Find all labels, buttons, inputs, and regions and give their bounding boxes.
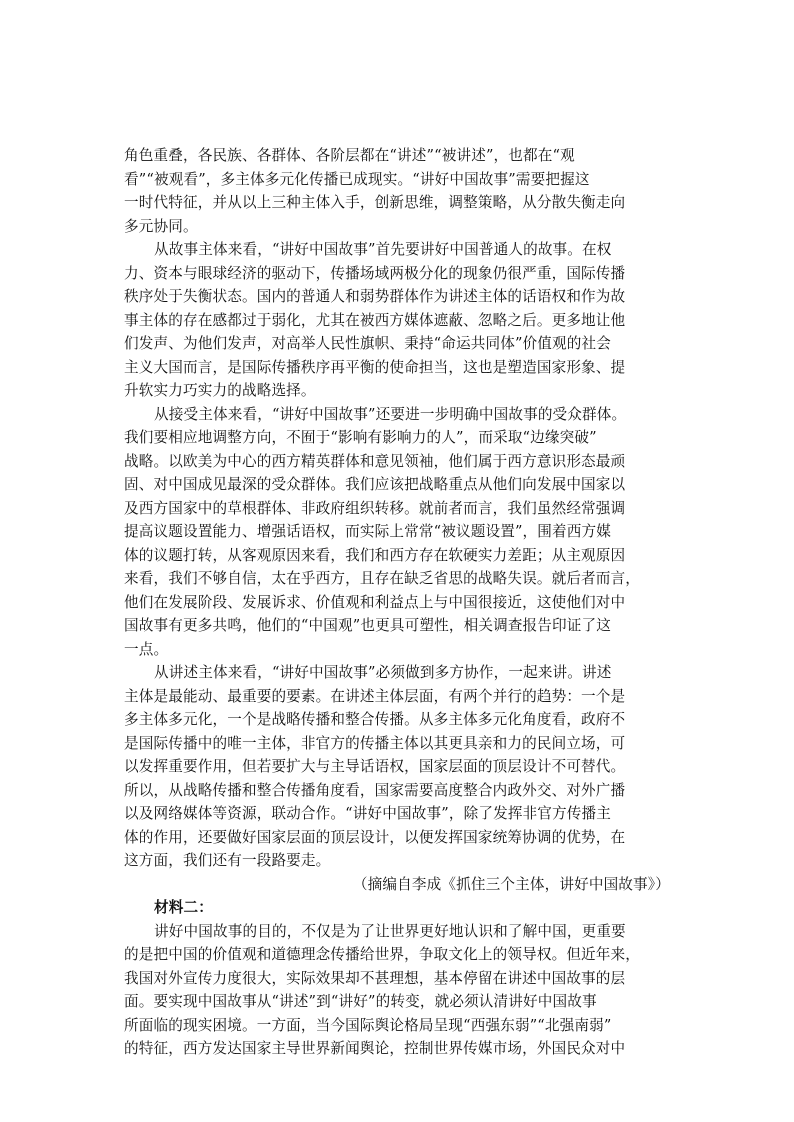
text-line: 是国际传播中的唯一主体，非官方的传播主体以其更具亲和力的民间立场，可: [124, 734, 626, 752]
paragraph-receiver-subject: [124, 403, 670, 662]
text-line: 面。要实现中国故事从“讲述”到“讲好”的转变，就必须认清讲好中国故事: [124, 993, 597, 1010]
paragraph-story-subject: [124, 238, 670, 403]
text-line: 以发挥重要作用，但若要扩大与主导话语权，国家层面的顶层设计不可替代。: [124, 758, 626, 775]
document-page: [124, 144, 670, 1061]
text-line: 看”“被观看”，多主体多元化传播已成现实。“讲好中国故事”需要把握这: [124, 170, 590, 188]
paragraph-continuation: [124, 144, 670, 238]
text-line: 以及网络媒体等资源，联动合作。“讲好中国故事”，除了发挥非官方传播主: [124, 805, 612, 822]
text-line: 他们在发展阶段、发展诉求、价值观和利益点上与中国很接近，这使他们对中: [124, 593, 626, 611]
text-line: 来看，我们不够自信，太在乎西方，且存在缺乏省思的战略失误。就后者而言，: [124, 570, 641, 587]
text-line: 一时代特征，并从以上三种主体入手，创新思维，调整策略，从分散失衡走向: [124, 194, 626, 211]
text-line: 战略。以欧美为中心的西方精英群体和意见领袖，他们属于西方意识形态最顽: [124, 452, 626, 470]
text-line: 多主体多元化，一个是战略传播和整合传播。从多主体多元化角度看，政府不: [124, 711, 626, 728]
text-line: 角色重叠，各民族、各群体、各阶层都在“讲述”“被讲述”，也都在“观: [124, 147, 575, 164]
text-line: 一点。: [124, 640, 169, 658]
paragraph-material-two: [124, 920, 670, 1061]
text-line: 所以，从战略传播和整合传播角度看，国家需要高度整合内政外交、对外广播: [124, 781, 626, 799]
text-line: 我们要相应地调整方向，不囿于“影响有影响力的人”，而采取“边缘突破”: [124, 429, 597, 446]
text-line: 国故事有更多共鸣，他们的“中国观”也更具可塑性，相关调查报告印证了这: [124, 617, 612, 634]
text-line: 固、对中国成见最深的受众群体。我们应该把战略重点从他们向发展中国家以: [124, 476, 626, 493]
text-line: 事主体的存在感都过于弱化，尤其在被西方媒体遮蔽、忽略之后。更多地让他: [124, 311, 626, 329]
text-line: 从故事主体来看，“讲好中国故事”首先要讲好中国普通人的故事。在权: [154, 241, 612, 258]
text-line: 的是把中国的价值观和道德理念传播给世界，争取文化上的领导权。但近年来，: [124, 946, 641, 963]
material-two-heading: 材料二：: [154, 899, 213, 916]
text-line: 这方面，我们还有一段路要走。: [124, 852, 331, 869]
text-line: 力、资本与眼球经济的驱动下，传播场域两极分化的现象仍很严重，国际传播: [124, 264, 626, 282]
text-line: 主义大国而言，是国际传播秩序再平衡的使命担当，这也是塑造国家形象、提: [124, 358, 626, 376]
text-line: 从接受主体来看，“讲好中国故事”还要进一步明确中国故事的受众群体。: [154, 405, 627, 423]
text-line: 秩序处于失衡状态。国内的普通人和弱势群体作为讲述主体的话语权和作为故: [124, 288, 626, 305]
source-citation: （摘编自李成《抓住三个主体，讲好中国故事》）: [352, 875, 670, 893]
paragraph-narrator-subject: [124, 661, 670, 873]
text-line: 我国对外宣传力度很大，实际效果却不甚理想，基本停留在讲述中国故事的层: [124, 969, 626, 987]
text-line: 从讲述主体来看，“讲好中国故事”必须做到多方协作，一起来讲。讲述: [154, 664, 612, 681]
text-line: 体的作用，还要做好国家层面的顶层设计，以便发挥国家统筹协调的优势，在: [124, 828, 626, 846]
text-line: 们发声、为他们发声，对高举人民性旗帜、秉持“命运共同体”价值观的社会: [124, 335, 612, 352]
text-line: 升软实力巧实力的战略选择。: [124, 382, 316, 399]
text-line: 多元协同。: [124, 217, 198, 235]
text-line: 及西方国家中的草根群体、非政府组织转移。就前者而言，我们虽然经常强调: [124, 499, 626, 517]
text-line: 所面临的现实困境。一方面，当今国际舆论格局呈现“西强东弱”“北强南弱”: [124, 1016, 612, 1034]
text-line: 讲好中国故事的目的，不仅是为了让世界更好地认识和了解中国，更重要: [154, 922, 626, 940]
text-line: 提高议题设置能力、增强话语权，而实际上常常“被议题设置”，围着西方媒: [124, 523, 612, 540]
text-line: 的特征，西方发达国家主导世界新闻舆论，控制世界传媒市场，外国民众对中: [124, 1040, 626, 1057]
text-line: 主体是最能动、最重要的要素。在讲述主体层面，有两个并行的趋势：一个是: [124, 687, 626, 705]
text-line: 体的议题打转，从客观原因来看，我们和西方存在软硬实力差距；从主观原因: [124, 546, 626, 564]
